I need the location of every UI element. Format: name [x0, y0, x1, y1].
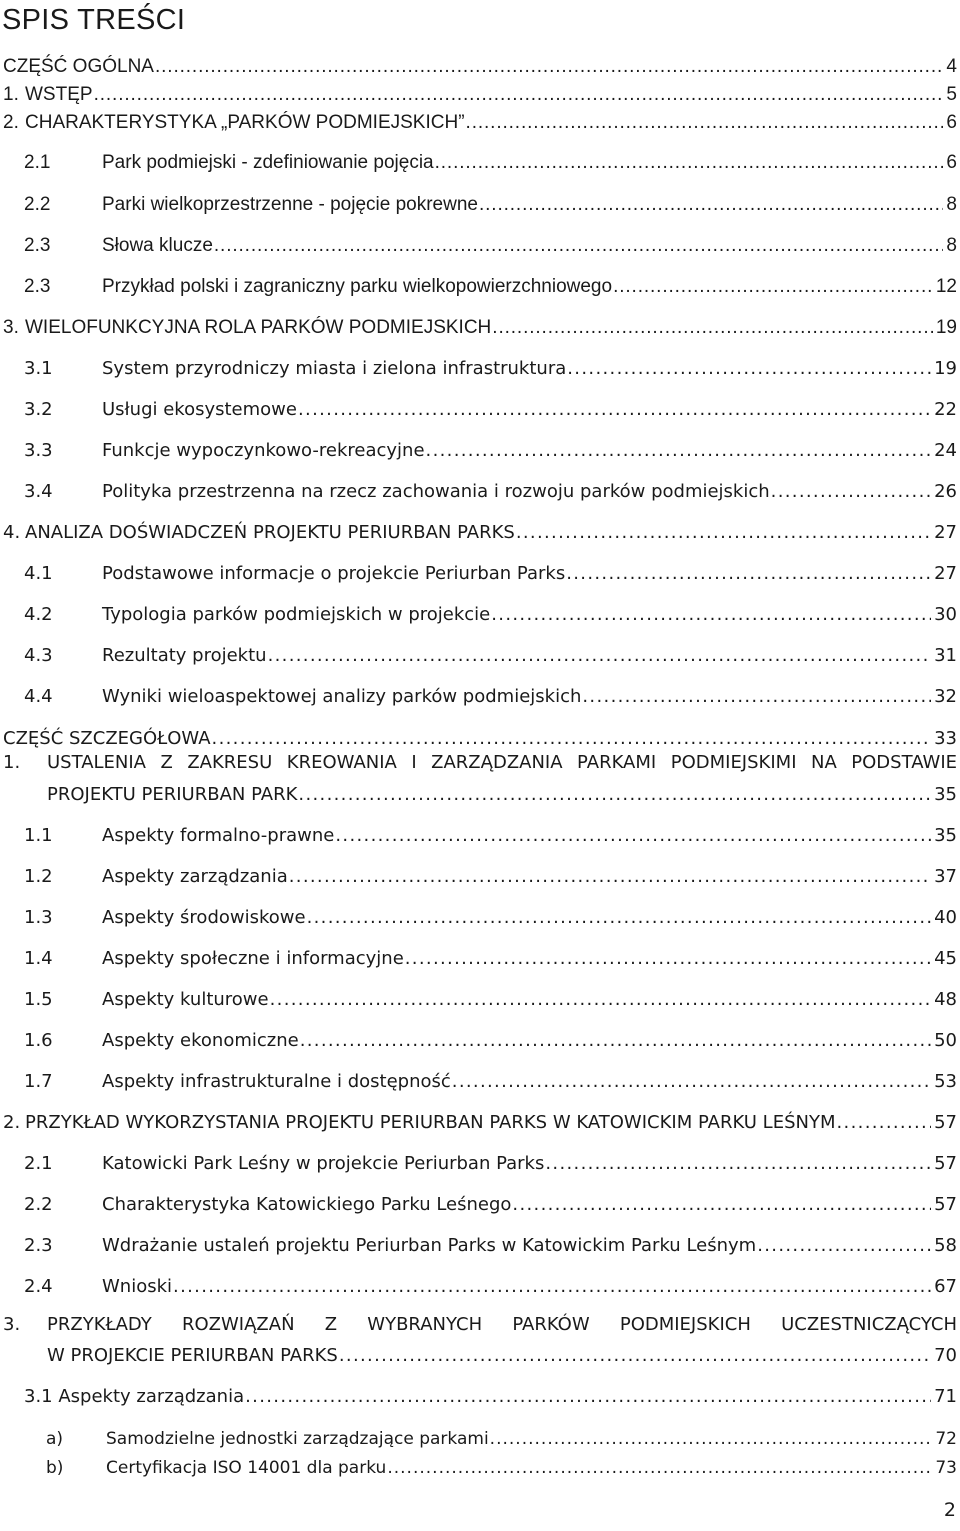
toc-dot-leader	[289, 866, 931, 888]
toc-entry-page: 73	[935, 1458, 957, 1478]
toc-entry-text: Parki wielkoprzestrzenne - pojęcie pokrewne	[102, 194, 478, 215]
toc-entry-number: 3.	[3, 1314, 21, 1335]
toc-entry-page: 70	[934, 1345, 957, 1366]
toc-entry-text: Aspekty społeczne i informacyjne	[102, 948, 404, 969]
toc-entry-page: 30	[934, 604, 957, 625]
toc-entry-page: 48	[934, 989, 957, 1010]
toc-entry-text: WSTĘP	[25, 84, 93, 105]
toc-entry[interactable]	[24, 1231, 957, 1257]
toc-entry[interactable]	[3, 313, 957, 339]
toc-entry[interactable]	[3, 108, 957, 134]
toc-entry-number: 2.3	[24, 276, 51, 297]
toc-entry-page: 27	[934, 522, 957, 543]
toc-entry-text: CHARAKTERYSTYKA „PARKÓW PODMIEJSKICH”	[25, 112, 465, 133]
toc-dot-leader	[490, 1428, 933, 1450]
toc-dot-leader	[214, 235, 944, 257]
toc-entry-number: 1.4	[24, 948, 53, 969]
toc-entry-number: 1.	[3, 752, 21, 773]
toc-entry[interactable]	[24, 821, 957, 847]
toc-entry-page: 72	[935, 1429, 957, 1449]
toc-entry[interactable]	[24, 148, 957, 174]
toc-entry[interactable]	[24, 1149, 957, 1175]
toc-entry-number: 2.2	[24, 1194, 53, 1215]
toc-entry-text: Park podmiejski - zdefiniowanie pojęcia	[102, 152, 434, 173]
toc-entry[interactable]	[46, 1424, 957, 1450]
toc-entry[interactable]	[24, 903, 957, 929]
toc-dot-leader	[771, 481, 931, 503]
toc-entry[interactable]	[24, 436, 957, 462]
toc-entry-page: 8	[946, 235, 957, 256]
toc-entry-number: 2.2	[24, 194, 51, 215]
toc-entry-text: Katowicki Park Leśny w projekcie Periurban Parks	[102, 1153, 545, 1174]
toc-entry-page: 57	[934, 1153, 957, 1174]
toc-dot-leader	[492, 317, 933, 339]
toc-entry-page: 33	[934, 728, 957, 749]
toc-entry-number: 1.7	[24, 1071, 53, 1092]
toc-entry-text: 3.1 Aspekty zarządzania	[24, 1386, 245, 1407]
toc-entry-number: 1.6	[24, 1030, 53, 1051]
toc-entry-text: Charakterystyka Katowickiego Parku Leśnego	[102, 1194, 512, 1215]
toc-entry-text: PROJEKTU PERIURBAN PARK	[47, 784, 298, 805]
toc-entry-page: 19	[935, 317, 957, 338]
toc-dot-leader	[298, 784, 931, 806]
toc-dot-leader	[173, 1276, 931, 1298]
toc-entry[interactable]	[24, 190, 957, 216]
toc-entry[interactable]	[24, 477, 957, 503]
toc-entry-page: 32	[934, 686, 957, 707]
toc-entry-page: 53	[934, 1071, 957, 1092]
toc-entry-number: 2.4	[24, 1276, 53, 1297]
toc-dot-leader	[516, 522, 931, 544]
toc-entry-text: W PROJEKCIE PERIURBAN PARKS	[47, 1345, 338, 1366]
toc-entry-page: 31	[934, 645, 957, 666]
toc-entry-number: 2.1	[24, 152, 51, 173]
toc-entry[interactable]	[24, 682, 957, 708]
toc-dot-leader	[270, 989, 931, 1011]
toc-entry-number: 2.	[3, 1112, 21, 1133]
toc-dot-leader	[613, 276, 933, 298]
toc-entry[interactable]	[24, 231, 957, 257]
toc-entry-text: Aspekty infrastrukturalne i dostępność	[102, 1071, 451, 1092]
toc-entry-text: CZĘŚĆ OGÓLNA	[3, 56, 154, 77]
toc-entry-number: 4.4	[24, 686, 53, 707]
toc-entry[interactable]	[3, 1341, 957, 1367]
toc-entry-text-line1: PRZYKŁADY ROZWIĄZAŃ Z WYBRANYCH PARKÓW PODMIEJSKICH UCZESTNICZĄCYCH	[47, 1314, 957, 1335]
toc-entry-number: 2.3	[24, 235, 51, 256]
toc-entry-number: 4.3	[24, 645, 53, 666]
toc-dot-leader	[479, 194, 943, 216]
toc-dot-leader	[405, 948, 931, 970]
toc-dot-leader	[426, 440, 932, 462]
toc-entry[interactable]	[3, 1108, 957, 1134]
toc-entry-number: 3.2	[24, 399, 53, 420]
toc-dot-leader	[566, 563, 931, 585]
toc-entry[interactable]	[24, 354, 957, 380]
toc-entry[interactable]	[3, 518, 957, 544]
toc-dot-leader	[582, 686, 931, 708]
toc-entry[interactable]	[46, 1453, 957, 1479]
toc-entry-text: Wnioski	[102, 1276, 173, 1297]
toc-entry[interactable]	[24, 395, 957, 421]
toc-entry-text: WIELOFUNKCYJNA ROLA PARKÓW PODMIEJSKICH	[25, 317, 492, 338]
toc-entry[interactable]	[24, 944, 957, 970]
toc-dot-leader	[452, 1071, 931, 1093]
page-title: SPIS TREŚCI	[2, 4, 186, 36]
toc-entry-text: Typologia parków podmiejskich w projekcie	[102, 604, 491, 625]
toc-dot-leader	[339, 1345, 931, 1367]
toc-entry-text: PRZYKŁAD WYKORZYSTANIA PROJEKTU PERIURBAN PARKS W KATOWICKIM PARKU LEŚNYM	[25, 1112, 836, 1133]
toc-entry-number: 2.	[3, 112, 19, 133]
toc-entry[interactable]	[24, 985, 957, 1011]
toc-entry[interactable]	[24, 1067, 957, 1093]
toc-entry-number: 3.3	[24, 440, 53, 461]
toc-entry-text: CZĘŚĆ SZCZEGÓŁOWA	[3, 728, 211, 749]
toc-entry-text: Wdrażanie ustaleń projektu Periurban Parks w Katowickim Parku Leśnym	[102, 1235, 757, 1256]
toc-entry[interactable]	[24, 862, 957, 888]
toc-entry-page: 6	[946, 152, 957, 173]
toc-entry-page: 6	[946, 112, 957, 133]
toc-entry-text: Aspekty kulturowe	[102, 989, 269, 1010]
toc-entry[interactable]	[24, 1272, 957, 1298]
toc-entry-wrapped-line[interactable]	[3, 1314, 957, 1336]
toc-entry-text: Certyfikacja ISO 14001 dla parku	[106, 1458, 387, 1478]
page-number: 2	[943, 1499, 956, 1521]
toc-dot-leader	[512, 1194, 931, 1216]
toc-entry-page: 58	[934, 1235, 957, 1256]
toc-entry-number: 4.1	[24, 563, 53, 584]
toc-entry[interactable]	[24, 272, 957, 298]
toc-entry-number: 2.3	[24, 1235, 53, 1256]
toc-entry-page: 24	[934, 440, 957, 461]
toc-dot-leader	[268, 645, 932, 667]
toc-entry-page: 35	[934, 825, 957, 846]
toc-entry[interactable]	[24, 1026, 957, 1052]
toc-entry-page: 57	[934, 1194, 957, 1215]
toc-entry[interactable]	[24, 1382, 957, 1408]
toc-entry-text: Polityka przestrzenna na rzecz zachowania i rozwoju parków podmiejskich	[102, 481, 770, 502]
toc-entry-page: 37	[934, 866, 957, 887]
toc-entry-page: 71	[934, 1386, 957, 1407]
toc-dot-leader	[335, 825, 931, 847]
toc-entry-page: 12	[935, 276, 957, 297]
toc-entry-page: 40	[934, 907, 957, 928]
toc-entry-text: Aspekty zarządzania	[102, 866, 288, 887]
toc-entry[interactable]	[24, 641, 957, 667]
toc-entry-text: Podstawowe informacje o projekcie Periurban Parks	[102, 563, 566, 584]
toc-dot-leader	[435, 152, 944, 174]
toc-entry[interactable]	[3, 80, 957, 106]
toc-dot-leader	[387, 1457, 932, 1479]
toc-dot-leader	[245, 1386, 931, 1408]
toc-dot-leader	[94, 84, 944, 106]
toc-entry-text: Funkcje wypoczynkowo-rekreacyjne	[102, 440, 425, 461]
toc-entry-page: 45	[934, 948, 957, 969]
toc-dot-leader	[300, 1030, 931, 1052]
toc-entry-text: Samodzielne jednostki zarządzające parkami	[106, 1429, 489, 1449]
toc-entry-text: ANALIZA DOŚWIADCZEŃ PROJEKTU PERIURBAN PARKS	[25, 522, 515, 543]
toc-entry-number: 3.	[3, 317, 19, 338]
toc-entry-wrapped-line[interactable]	[3, 752, 957, 774]
toc-entry-number: 3.1	[24, 358, 53, 379]
toc-entry-number: 4.2	[24, 604, 53, 625]
toc-entry-number: 1.1	[24, 825, 53, 846]
toc-entry-text: Aspekty środowiskowe	[102, 907, 306, 928]
toc-dot-leader	[307, 907, 932, 929]
toc-entry-number: 3.4	[24, 481, 53, 502]
toc-entry-text: Aspekty formalno-prawne	[102, 825, 335, 846]
toc-entry-text: Aspekty ekonomiczne	[102, 1030, 299, 1051]
toc-entry[interactable]	[24, 1190, 957, 1216]
toc-entry-page: 27	[934, 563, 957, 584]
toc-entry-number: 1.5	[24, 989, 53, 1010]
toc-entry[interactable]	[3, 780, 957, 806]
toc-entry-page: 35	[934, 784, 957, 805]
toc-dot-leader	[155, 56, 943, 78]
toc-entry-page: 67	[934, 1276, 957, 1297]
toc-entry-page: 4	[946, 56, 957, 77]
toc-entry-number: b)	[46, 1458, 64, 1478]
toc-entry-page: 26	[934, 481, 957, 502]
toc-dot-leader	[212, 728, 932, 750]
toc-dot-leader	[545, 1153, 931, 1175]
toc-dot-leader	[757, 1235, 931, 1257]
toc-dot-leader	[298, 399, 931, 421]
toc-entry-text: Wyniki wieloaspektowej analizy parków podmiejskich	[102, 686, 582, 707]
toc-dot-leader	[466, 112, 944, 134]
toc-entry-text: Rezultaty projektu	[102, 645, 267, 666]
toc-entry-number: 4.	[3, 522, 21, 543]
toc-entry-number: 1.2	[24, 866, 53, 887]
toc-entry-number: 1.3	[24, 907, 53, 928]
toc-entry-page: 50	[934, 1030, 957, 1051]
toc-entry-text: System przyrodniczy miasta i zielona infrastruktura	[102, 358, 567, 379]
toc-entry-text: Przykład polski i zagraniczny parku wielkopowierzchniowego	[102, 276, 613, 297]
toc-dot-leader	[567, 358, 931, 380]
toc-entry[interactable]	[3, 724, 957, 750]
toc-entry-page: 5	[946, 84, 957, 105]
toc-entry[interactable]	[24, 600, 957, 626]
toc-entry-text-line1: USTALENIA Z ZAKRESU KREOWANIA I ZARZĄDZANIA PARKAMI PODMIEJSKIMI NA PODSTAWIE	[47, 752, 957, 773]
toc-entry-number: a)	[46, 1429, 64, 1449]
toc-entry-page: 57	[934, 1112, 957, 1133]
toc-entry-number: 2.1	[24, 1153, 53, 1174]
toc-entry-page: 8	[946, 194, 957, 215]
toc-entry-number: 1.	[3, 84, 19, 105]
toc-entry-page: 22	[934, 399, 957, 420]
toc-dot-leader	[837, 1112, 932, 1134]
toc-entry[interactable]	[3, 52, 957, 78]
toc-entry-text: Słowa klucze	[102, 235, 213, 256]
toc-entry-page: 19	[934, 358, 957, 379]
toc-entry-text: Usługi ekosystemowe	[102, 399, 297, 420]
toc-entry[interactable]	[24, 559, 957, 585]
toc-dot-leader	[491, 604, 931, 626]
